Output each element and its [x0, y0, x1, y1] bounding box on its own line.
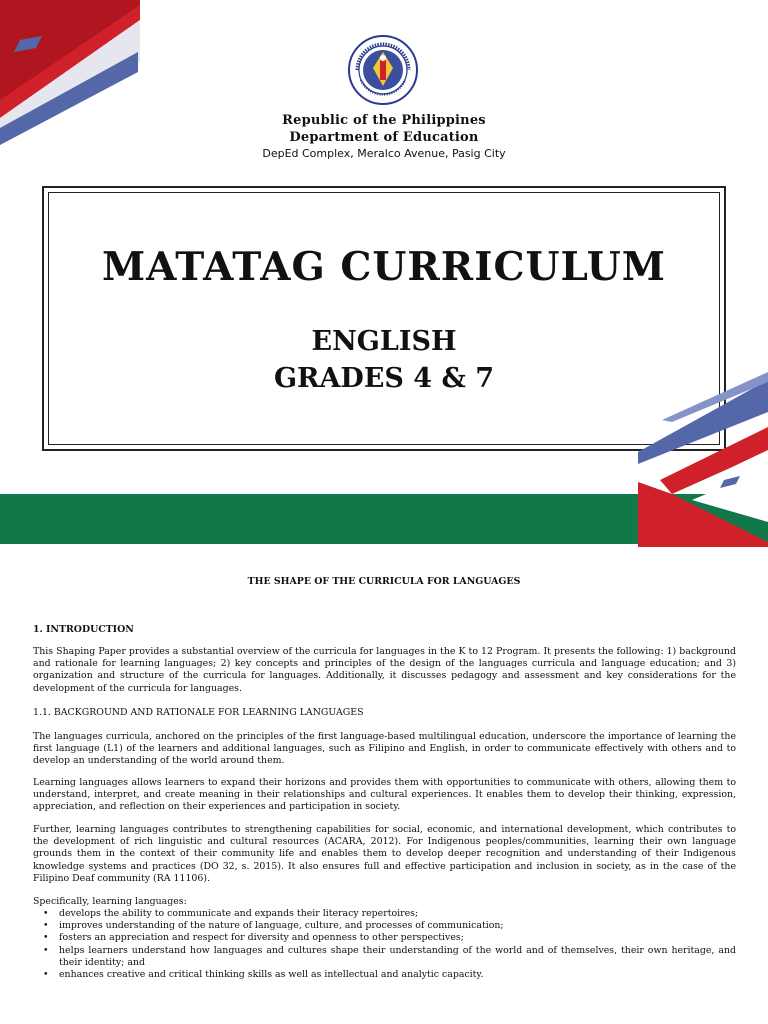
bullet-icon: •: [43, 920, 49, 932]
paragraph: Further, learning languages contributes to strengthening capabilities for social, economic, and international development, which contributes to the development of rich linguistic and cultural resources (ACARA, 2012). For Indigenous peoples/communities, learning their own language grounds them in the context of their community life and enables them to develop deeper recognition and understanding of their Indigenous knowledge systems and practices (DO 32, s. 2015). It also ensures full and effective participation and inclusion in society, as in the case of the Filipino Deaf community (RA 11106).: [33, 824, 736, 884]
bullet-icon: •: [43, 932, 49, 944]
header-republic: Republic of the Philippines: [282, 113, 486, 128]
bullet-list: [33, 908, 736, 981]
bullet-icon: •: [43, 908, 49, 919]
bullet-icon: •: [43, 944, 49, 956]
paragraph: Learning languages allows learners to expand their horizons and provides them with opportunities to communicate with others, allowing them to understand, interpret, and create meaning in their relationships and cultural experiences. It enables them to develop their thinking, expression, appreciation, and reflection on their experiences and participation in society.: [33, 777, 736, 813]
grades-title: GRADES 4 & 7: [273, 363, 495, 394]
title-box: [42, 186, 726, 451]
shape-title: THE SHAPE OF THE CURRICULA FOR LANGUAGES: [247, 576, 521, 587]
main-title: MATATAG CURRICULUM: [102, 244, 666, 290]
bullet-icon: •: [43, 969, 49, 981]
header-address: DepEd Complex, Meralco Avenue, Pasig City: [262, 147, 506, 160]
header-department: Department of Education: [289, 130, 479, 145]
paragraph-specifically: Specifically, learning languages:: [33, 896, 187, 907]
list-item: [33, 932, 736, 944]
title-box-inner-border: [48, 192, 720, 445]
list-item-text: develops the ability to communicate and expands their literacy repertoires;: [59, 908, 419, 919]
list-item-text: improves understanding of the nature of language, culture, and processes of communication;: [59, 920, 504, 932]
subject-title: ENGLISH: [311, 326, 457, 357]
list-item: [33, 920, 736, 932]
bottom-right-decoration: [632, 372, 768, 547]
list-item: [33, 969, 736, 981]
list-item: [33, 945, 736, 969]
list-item-text: fosters an appreciation and respect for diversity and openness to other perspectives;: [59, 932, 464, 944]
deped-seal-logo: [347, 34, 419, 106]
list-item-text: helps learners understand how languages and cultures shape their understanding of the world and of themselves, their own heritage, and their identity; and: [59, 944, 736, 968]
list-item-text: enhances creative and critical thinking skills as well as intellectual and analytic capacity.: [59, 969, 484, 981]
section-heading-introduction: 1. INTRODUCTION: [33, 624, 134, 635]
list-item: [33, 908, 736, 920]
section-heading-background: 1.1. BACKGROUND AND RATIONALE FOR LEARNING LANGUAGES: [33, 707, 364, 718]
paragraph-introduction: This Shaping Paper provides a substantial overview of the curricula for languages in the K to 12 Program. It presents the following: 1) background and rationale for learning languages; 2) key concepts and principles of the design of the languages curricula and language education; and 3) organization and structure of the curricula for languages. Additionally, it discusses pedagogy and assessment and key considerations for the development of the curricula for languages.: [33, 646, 736, 694]
paragraph: The languages curricula, anchored on the principles of the first language-based multilingual education, underscore the importance of learning the first language (L1) of the learners and additional languages, such as Filipino and English, in order to communicate effectively with others and to develop an understanding of the world around them.: [33, 731, 736, 767]
